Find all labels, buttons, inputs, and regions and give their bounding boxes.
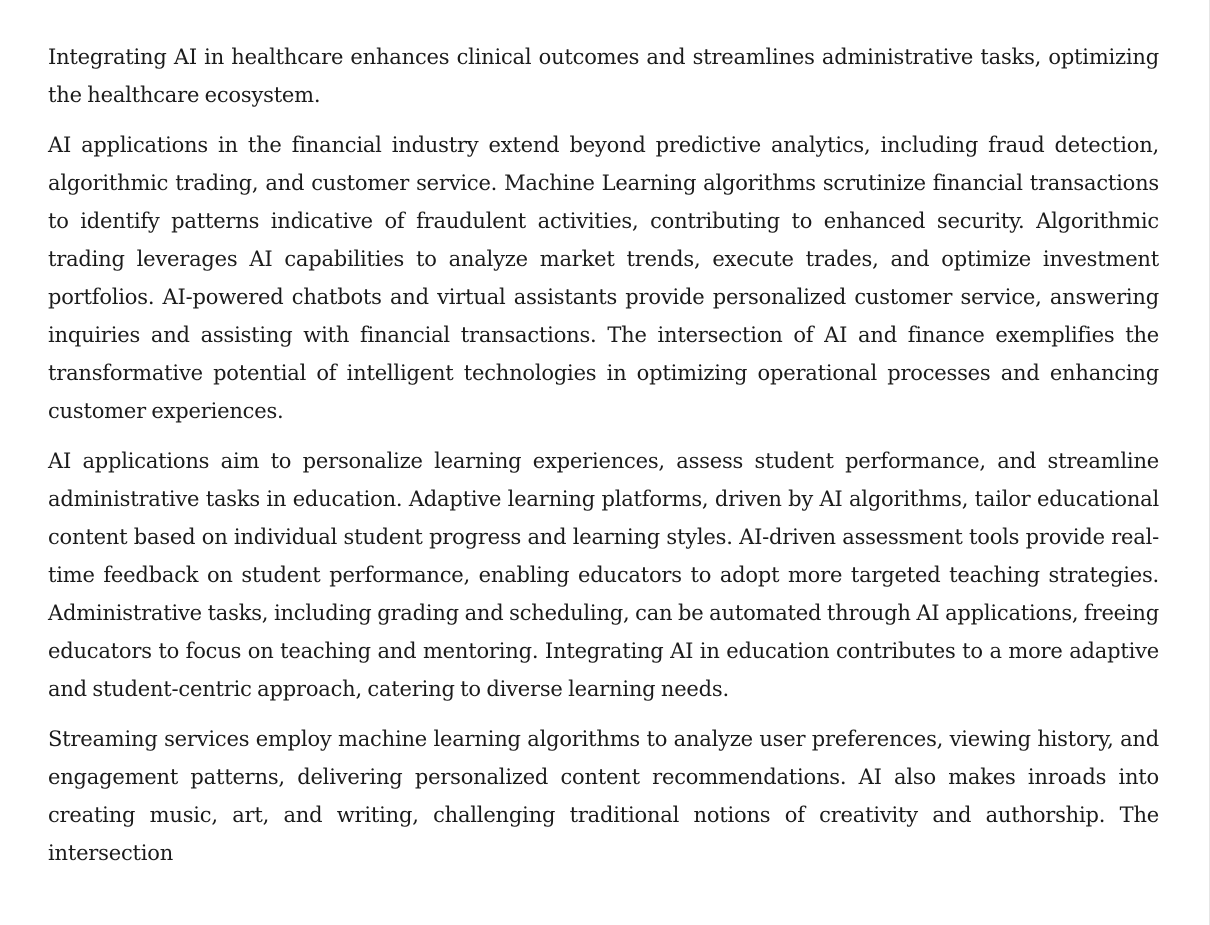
paragraph-finance: AI applications in the financial industry extend beyond predictive analytics, including fraud detection, algorithmic trading, and customer service. Machine Learning algorithms scrutinize financial transactions to identify patterns indicative of fraudulent activities, contributing to enhanced security. Algorithmic trading leverages AI capabilities to analyze market trends, execute trades, and optimize investment portfolios. AI-powered chatbots and virtual assistants provide personalized customer service, answering inquiries and assisting with financial transactions. The intersection of AI and finance exemplifies the transformative potential of intelligent technologies in optimizing operational processes and enhancing customer experiences. xyxy=(48,133,1159,423)
paragraph-education: AI applications aim to personalize learning experiences, assess student performance, and streamline administrative tasks in education. Adaptive learning platforms, driven by AI algorithms, tailor educational content based on individual student progress and learning styles. AI-driven assessment tools provide real-time feedback on student performance, enabling educators to adopt more targeted teaching strategies. Administrative tasks, including grading and scheduling, can be automated through AI applications, freeing educators to focus on teaching and mentoring. Integrating AI in education contributes to a more adaptive and student-centric approach, catering to diverse learning needs. xyxy=(48,449,1159,701)
document-body xyxy=(48,38,1159,884)
paragraph-healthcare: Integrating AI in healthcare enhances clinical outcomes and streamlines administrative tasks, optimizing the healthcare ecosystem. xyxy=(48,45,1159,107)
paragraph-entertainment: Streaming services employ machine learning algorithms to analyze user preferences, viewing history, and engagement patterns, delivering personalized content recommendations. AI also makes inroads into creating music, art, and writing, challenging traditional notions of creativity and authorship. The intersection xyxy=(48,727,1159,865)
